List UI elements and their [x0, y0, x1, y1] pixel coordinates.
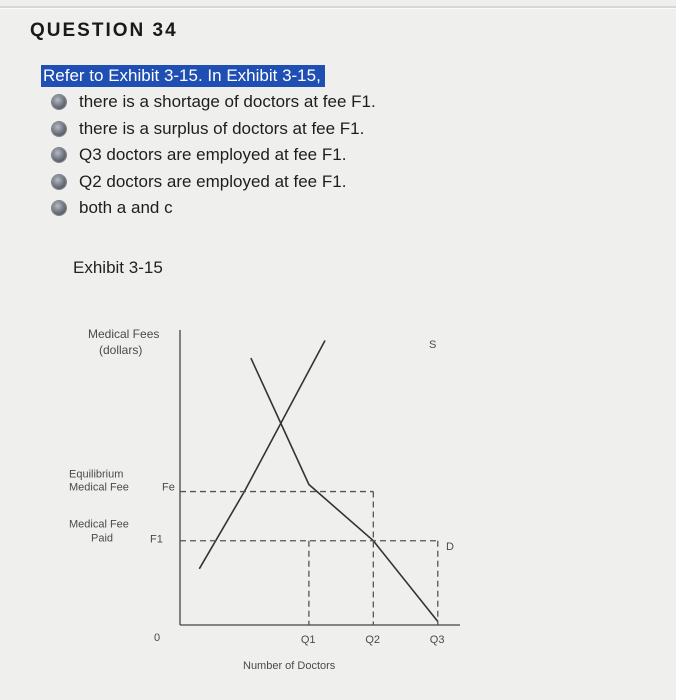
y-tick-label-f1: F1 [150, 533, 163, 546]
y-axis-label-line1: Medical Fees [88, 327, 160, 341]
supply-curve-label: S [429, 339, 437, 351]
fee-paid-annotation-line1: Medical Fee [69, 518, 129, 531]
x-tick-label-q2: Q2 [365, 634, 381, 646]
radio-button-icon[interactable] [52, 201, 66, 215]
radio-button-icon[interactable] [52, 122, 66, 136]
equilibrium-fee-annotation-line2: Medical Fee [69, 481, 129, 494]
answer-option-label: both a and c [79, 198, 173, 218]
answer-option-c[interactable] [52, 142, 376, 169]
answer-option-label: Q2 doctors are employed at fee F1. [79, 171, 347, 191]
fee-paid-annotation-line2: Paid [91, 532, 114, 545]
answer-option-label: there is a surplus of doctors at fee F1. [79, 118, 365, 138]
top-divider [0, 6, 676, 9]
y-axis-label-line2: (dollars) [99, 343, 143, 357]
answer-option-b[interactable] [52, 116, 376, 143]
supply-curve [199, 341, 325, 569]
answer-option-e[interactable] [52, 195, 376, 222]
question-title: QUESTION 34 [30, 20, 178, 41]
answer-option-label: there is a shortage of doctors at fee F1. [79, 92, 376, 112]
answer-options [52, 89, 376, 222]
answer-option-label: Q3 doctors are employed at fee F1. [79, 145, 347, 165]
answer-option-d[interactable] [52, 169, 376, 196]
x-tick-label-q1: Q1 [300, 634, 316, 646]
x-tick-label-q3: Q3 [429, 634, 445, 646]
exhibit-title: Exhibit 3-15 [73, 258, 163, 277]
answer-option-a[interactable] [52, 89, 376, 116]
demand-curve-label: D [446, 541, 454, 553]
y-tick-label-fe: Fe [162, 481, 175, 494]
radio-button-icon[interactable] [52, 175, 66, 189]
question-prompt: Refer to Exhibit 3-15. In Exhibit 3-15, [41, 65, 325, 87]
radio-button-icon[interactable] [52, 95, 66, 109]
demand-curve [251, 358, 438, 621]
radio-button-icon[interactable] [52, 148, 66, 162]
x-axis-label: Number of Doctors [243, 660, 336, 672]
origin-label: 0 [154, 632, 161, 644]
supply-demand-chart [55, 310, 475, 685]
equilibrium-fee-annotation-line1: Equilibrium [69, 468, 124, 481]
